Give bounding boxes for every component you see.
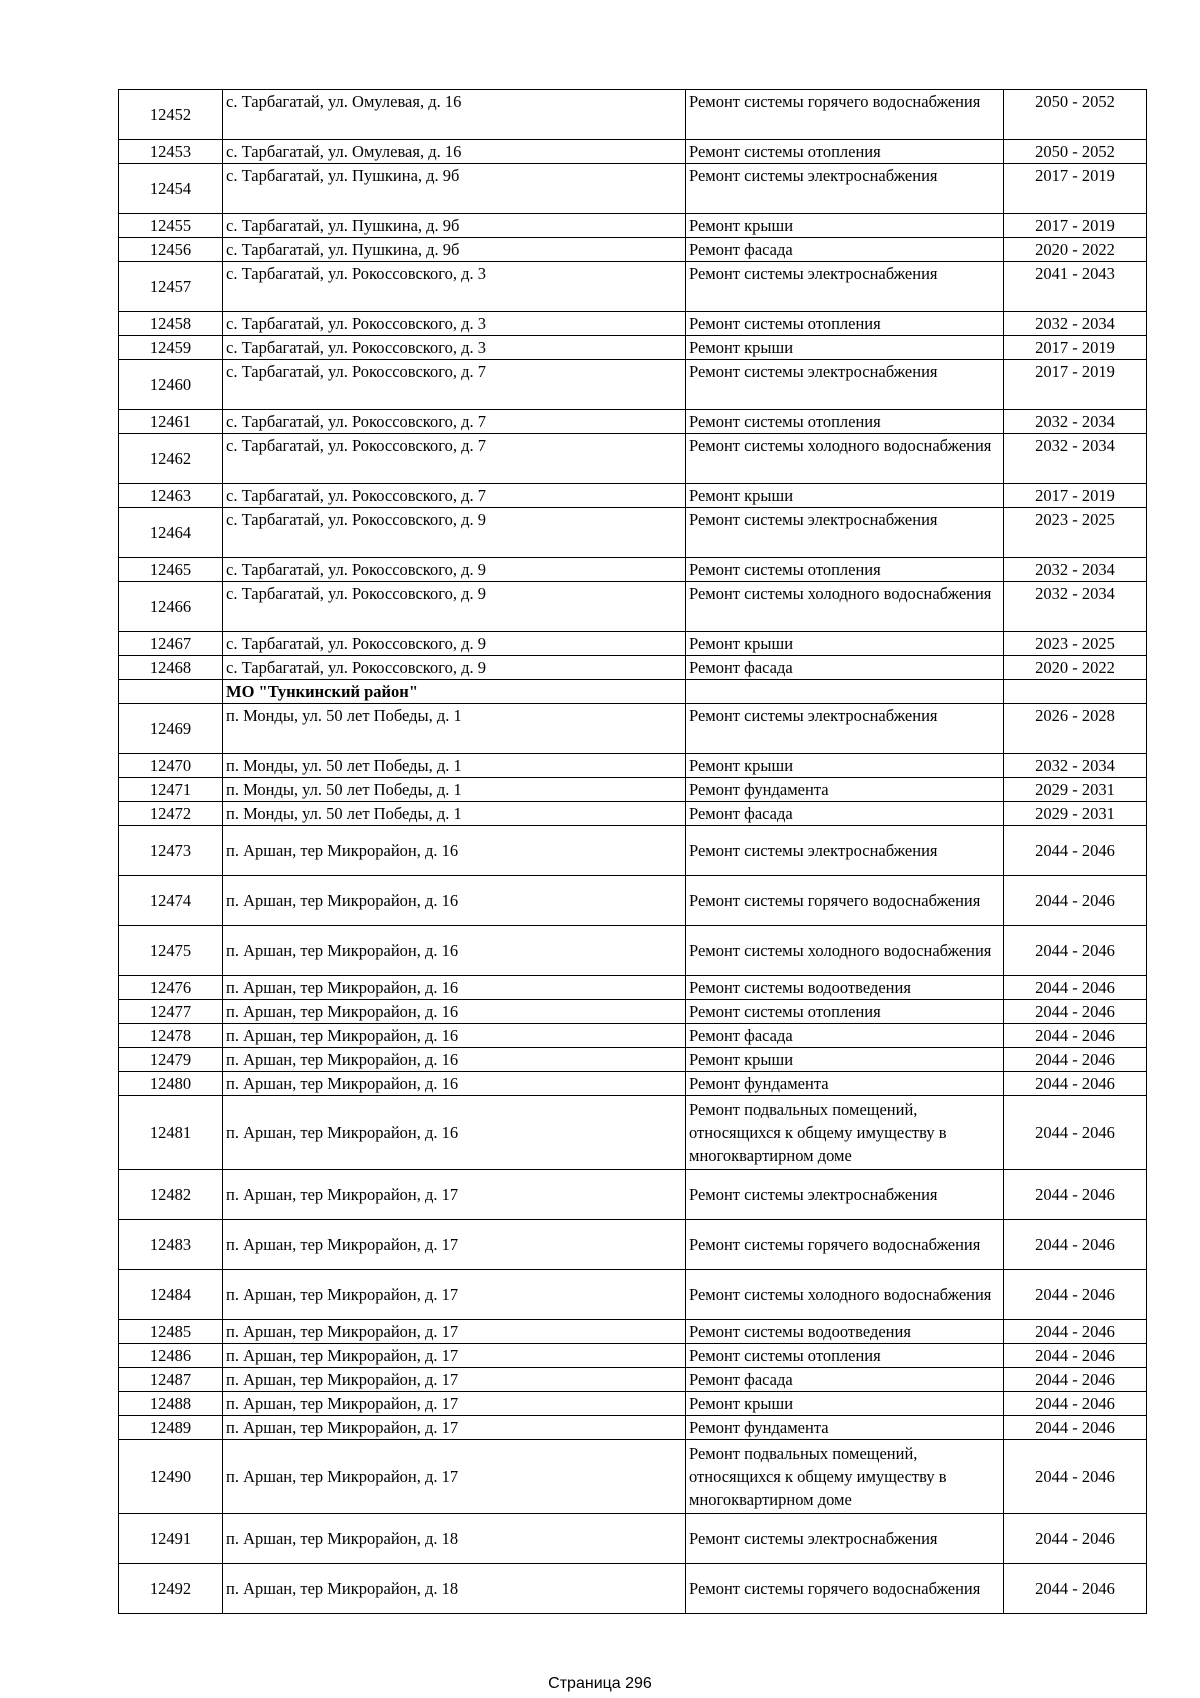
table-row <box>119 238 1147 262</box>
section-header-row <box>119 680 1147 704</box>
row-number-cell: 12471 <box>119 778 223 802</box>
period-cell: 2044 - 2046 <box>1004 1270 1147 1320</box>
period-cell: 2017 - 2019 <box>1004 336 1147 360</box>
work-type-cell: Ремонт подвальных помещений, относящихся к общему имуществу в многоквартирном доме <box>686 1440 1004 1514</box>
period-cell: 2032 - 2034 <box>1004 558 1147 582</box>
address-cell: п. Монды, ул. 50 лет Победы, д. 1 <box>223 802 686 826</box>
table-row <box>119 876 1147 926</box>
address-cell: с. Тарбагатай, ул. Рокоссовского, д. 3 <box>223 336 686 360</box>
address-cell: п. Аршан, тер Микрорайон, д. 16 <box>223 1072 686 1096</box>
work-type-cell: Ремонт системы электроснабжения <box>686 1514 1004 1564</box>
period-cell <box>1004 680 1147 704</box>
table-row <box>119 434 1147 484</box>
work-type-cell: Ремонт системы холодного водоснабжения <box>686 1270 1004 1320</box>
period-cell: 2017 - 2019 <box>1004 214 1147 238</box>
address-cell: с. Тарбагатай, ул. Рокоссовского, д. 7 <box>223 360 686 410</box>
address-cell: с. Тарбагатай, ул. Пушкина, д. 9б <box>223 238 686 262</box>
work-type-cell: Ремонт системы горячего водоснабжения <box>686 876 1004 926</box>
address-cell: п. Аршан, тер Микрорайон, д. 18 <box>223 1514 686 1564</box>
table-row <box>119 778 1147 802</box>
work-type-cell: Ремонт системы холодного водоснабжения <box>686 582 1004 632</box>
work-type-cell: Ремонт системы горячего водоснабжения <box>686 1564 1004 1614</box>
table-row <box>119 1564 1147 1614</box>
address-cell: с. Тарбагатай, ул. Рокоссовского, д. 7 <box>223 410 686 434</box>
work-type-cell: Ремонт системы электроснабжения <box>686 1170 1004 1220</box>
row-number-cell: 12490 <box>119 1440 223 1514</box>
work-type-cell: Ремонт системы электроснабжения <box>686 164 1004 214</box>
table-row <box>119 976 1147 1000</box>
address-cell: п. Аршан, тер Микрорайон, д. 17 <box>223 1344 686 1368</box>
address-cell: п. Аршан, тер Микрорайон, д. 17 <box>223 1392 686 1416</box>
work-type-cell: Ремонт фундамента <box>686 1416 1004 1440</box>
table-row <box>119 262 1147 312</box>
table-row <box>119 1072 1147 1096</box>
period-cell: 2044 - 2046 <box>1004 876 1147 926</box>
work-type-cell: Ремонт фасада <box>686 656 1004 680</box>
row-number-cell: 12472 <box>119 802 223 826</box>
table-row <box>119 1096 1147 1170</box>
row-number-cell: 12466 <box>119 582 223 632</box>
table-row <box>119 656 1147 680</box>
address-cell: с. Тарбагатай, ул. Рокоссовского, д. 7 <box>223 484 686 508</box>
work-type-cell: Ремонт крыши <box>686 336 1004 360</box>
period-cell: 2032 - 2034 <box>1004 312 1147 336</box>
period-cell: 2044 - 2046 <box>1004 1416 1147 1440</box>
work-type-cell: Ремонт системы отопления <box>686 140 1004 164</box>
table-row <box>119 1024 1147 1048</box>
table-row <box>119 926 1147 976</box>
period-cell: 2044 - 2046 <box>1004 826 1147 876</box>
table-row <box>119 484 1147 508</box>
work-type-cell: Ремонт системы водоотведения <box>686 1320 1004 1344</box>
work-type-cell: Ремонт подвальных помещений, относящихся к общему имуществу в многоквартирном доме <box>686 1096 1004 1170</box>
work-type-cell: Ремонт системы электроснабжения <box>686 704 1004 754</box>
repair-schedule-table <box>118 89 1147 1614</box>
row-number-cell: 12477 <box>119 1000 223 1024</box>
period-cell: 2044 - 2046 <box>1004 1368 1147 1392</box>
table-row <box>119 1320 1147 1344</box>
row-number-cell: 12464 <box>119 508 223 558</box>
address-cell: п. Аршан, тер Микрорайон, д. 17 <box>223 1170 686 1220</box>
table-row <box>119 508 1147 558</box>
table-row <box>119 312 1147 336</box>
row-number-cell: 12465 <box>119 558 223 582</box>
period-cell: 2020 - 2022 <box>1004 238 1147 262</box>
table-row <box>119 164 1147 214</box>
row-number-cell: 12486 <box>119 1344 223 1368</box>
table-row <box>119 1416 1147 1440</box>
address-cell: с. Тарбагатай, ул. Рокоссовского, д. 9 <box>223 632 686 656</box>
period-cell: 2044 - 2046 <box>1004 1024 1147 1048</box>
work-type-cell: Ремонт фундамента <box>686 1072 1004 1096</box>
row-number-cell: 12467 <box>119 632 223 656</box>
address-cell: п. Аршан, тер Микрорайон, д. 17 <box>223 1320 686 1344</box>
address-cell: с. Тарбагатай, ул. Рокоссовского, д. 9 <box>223 656 686 680</box>
address-cell: п. Аршан, тер Микрорайон, д. 16 <box>223 826 686 876</box>
row-number-cell: 12457 <box>119 262 223 312</box>
period-cell: 2023 - 2025 <box>1004 632 1147 656</box>
row-number-cell <box>119 680 223 704</box>
row-number-cell: 12455 <box>119 214 223 238</box>
table-row <box>119 558 1147 582</box>
work-type-cell: Ремонт крыши <box>686 1048 1004 1072</box>
address-cell: с. Тарбагатай, ул. Рокоссовского, д. 3 <box>223 312 686 336</box>
address-cell: п. Аршан, тер Микрорайон, д. 16 <box>223 1024 686 1048</box>
work-type-cell: Ремонт системы горячего водоснабжения <box>686 90 1004 140</box>
row-number-cell: 12458 <box>119 312 223 336</box>
period-cell: 2044 - 2046 <box>1004 1170 1147 1220</box>
row-number-cell: 12488 <box>119 1392 223 1416</box>
page-number: Страница 296 <box>548 1675 652 1692</box>
period-cell: 2044 - 2046 <box>1004 1320 1147 1344</box>
table-row <box>119 1344 1147 1368</box>
address-cell: п. Аршан, тер Микрорайон, д. 17 <box>223 1416 686 1440</box>
table-row <box>119 1048 1147 1072</box>
address-cell: п. Аршан, тер Микрорайон, д. 16 <box>223 926 686 976</box>
row-number-cell: 12469 <box>119 704 223 754</box>
table-row <box>119 754 1147 778</box>
period-cell: 2032 - 2034 <box>1004 754 1147 778</box>
work-type-cell: Ремонт фасада <box>686 1368 1004 1392</box>
table-row <box>119 1514 1147 1564</box>
period-cell: 2050 - 2052 <box>1004 90 1147 140</box>
address-cell: п. Аршан, тер Микрорайон, д. 16 <box>223 1096 686 1170</box>
row-number-cell: 12456 <box>119 238 223 262</box>
table-row <box>119 802 1147 826</box>
address-cell: п. Аршан, тер Микрорайон, д. 16 <box>223 1048 686 1072</box>
table-row <box>119 1220 1147 1270</box>
work-type-cell: Ремонт системы электроснабжения <box>686 360 1004 410</box>
period-cell: 2020 - 2022 <box>1004 656 1147 680</box>
period-cell: 2044 - 2046 <box>1004 1440 1147 1514</box>
table-row <box>119 140 1147 164</box>
address-cell: с. Тарбагатай, ул. Рокоссовского, д. 3 <box>223 262 686 312</box>
row-number-cell: 12474 <box>119 876 223 926</box>
work-type-cell: Ремонт системы холодного водоснабжения <box>686 926 1004 976</box>
address-cell: п. Аршан, тер Микрорайон, д. 18 <box>223 1564 686 1614</box>
address-cell: п. Аршан, тер Микрорайон, д. 17 <box>223 1220 686 1270</box>
work-type-cell: Ремонт системы отопления <box>686 558 1004 582</box>
period-cell: 2017 - 2019 <box>1004 360 1147 410</box>
work-type-cell: Ремонт системы отопления <box>686 312 1004 336</box>
period-cell: 2026 - 2028 <box>1004 704 1147 754</box>
table-row <box>119 582 1147 632</box>
row-number-cell: 12479 <box>119 1048 223 1072</box>
address-cell: п. Монды, ул. 50 лет Победы, д. 1 <box>223 704 686 754</box>
work-type-cell: Ремонт крыши <box>686 754 1004 778</box>
address-cell: п. Аршан, тер Микрорайон, д. 17 <box>223 1440 686 1514</box>
period-cell: 2029 - 2031 <box>1004 802 1147 826</box>
row-number-cell: 12460 <box>119 360 223 410</box>
row-number-cell: 12487 <box>119 1368 223 1392</box>
row-number-cell: 12478 <box>119 1024 223 1048</box>
work-type-cell: Ремонт системы электроснабжения <box>686 508 1004 558</box>
period-cell: 2017 - 2019 <box>1004 484 1147 508</box>
work-type-cell: Ремонт системы холодного водоснабжения <box>686 434 1004 484</box>
work-type-cell: Ремонт фасада <box>686 238 1004 262</box>
period-cell: 2032 - 2034 <box>1004 434 1147 484</box>
period-cell: 2044 - 2046 <box>1004 1096 1147 1170</box>
table-row <box>119 632 1147 656</box>
address-cell: п. Аршан, тер Микрорайон, д. 16 <box>223 1000 686 1024</box>
work-type-cell: Ремонт системы отопления <box>686 410 1004 434</box>
address-cell: п. Аршан, тер Микрорайон, д. 17 <box>223 1270 686 1320</box>
row-number-cell: 12454 <box>119 164 223 214</box>
period-cell: 2044 - 2046 <box>1004 926 1147 976</box>
table-body <box>119 90 1147 1614</box>
address-cell: с. Тарбагатай, ул. Пушкина, д. 9б <box>223 164 686 214</box>
period-cell: 2044 - 2046 <box>1004 1220 1147 1270</box>
work-type-cell: Ремонт системы отопления <box>686 1344 1004 1368</box>
row-number-cell: 12484 <box>119 1270 223 1320</box>
address-cell: п. Аршан, тер Микрорайон, д. 16 <box>223 976 686 1000</box>
period-cell: 2023 - 2025 <box>1004 508 1147 558</box>
period-cell: 2044 - 2046 <box>1004 1514 1147 1564</box>
table-row <box>119 1392 1147 1416</box>
address-cell: п. Аршан, тер Микрорайон, д. 17 <box>223 1368 686 1392</box>
table-row <box>119 1368 1147 1392</box>
table-row <box>119 826 1147 876</box>
period-cell: 2032 - 2034 <box>1004 410 1147 434</box>
table-row <box>119 336 1147 360</box>
work-type-cell: Ремонт системы электроснабжения <box>686 262 1004 312</box>
row-number-cell: 12470 <box>119 754 223 778</box>
address-cell: с. Тарбагатай, ул. Омулевая, д. 16 <box>223 140 686 164</box>
address-cell: п. Аршан, тер Микрорайон, д. 16 <box>223 876 686 926</box>
table-row <box>119 1270 1147 1320</box>
work-type-cell: Ремонт крыши <box>686 214 1004 238</box>
row-number-cell: 12492 <box>119 1564 223 1614</box>
row-number-cell: 12481 <box>119 1096 223 1170</box>
work-type-cell: Ремонт фасада <box>686 1024 1004 1048</box>
address-cell: с. Тарбагатай, ул. Рокоссовского, д. 9 <box>223 508 686 558</box>
address-cell: с. Тарбагатай, ул. Омулевая, д. 16 <box>223 90 686 140</box>
work-type-cell: Ремонт крыши <box>686 484 1004 508</box>
period-cell: 2017 - 2019 <box>1004 164 1147 214</box>
row-number-cell: 12459 <box>119 336 223 360</box>
row-number-cell: 12462 <box>119 434 223 484</box>
section-title-cell: МО "Тункинский район" <box>223 680 686 704</box>
period-cell: 2044 - 2046 <box>1004 1000 1147 1024</box>
table-row <box>119 704 1147 754</box>
period-cell: 2044 - 2046 <box>1004 976 1147 1000</box>
address-cell: с. Тарбагатай, ул. Пушкина, д. 9б <box>223 214 686 238</box>
row-number-cell: 12485 <box>119 1320 223 1344</box>
address-cell: п. Монды, ул. 50 лет Победы, д. 1 <box>223 754 686 778</box>
row-number-cell: 12461 <box>119 410 223 434</box>
address-cell: п. Монды, ул. 50 лет Победы, д. 1 <box>223 778 686 802</box>
work-type-cell: Ремонт системы водоотведения <box>686 976 1004 1000</box>
table-row <box>119 90 1147 140</box>
row-number-cell: 12475 <box>119 926 223 976</box>
row-number-cell: 12468 <box>119 656 223 680</box>
row-number-cell: 12463 <box>119 484 223 508</box>
row-number-cell: 12491 <box>119 1514 223 1564</box>
row-number-cell: 12476 <box>119 976 223 1000</box>
period-cell: 2044 - 2046 <box>1004 1564 1147 1614</box>
row-number-cell: 12473 <box>119 826 223 876</box>
period-cell: 2044 - 2046 <box>1004 1344 1147 1368</box>
table-row <box>119 410 1147 434</box>
work-type-cell: Ремонт фундамента <box>686 778 1004 802</box>
row-number-cell: 12480 <box>119 1072 223 1096</box>
period-cell: 2029 - 2031 <box>1004 778 1147 802</box>
work-type-cell: Ремонт системы электроснабжения <box>686 826 1004 876</box>
row-number-cell: 12453 <box>119 140 223 164</box>
table-row <box>119 1440 1147 1514</box>
period-cell: 2050 - 2052 <box>1004 140 1147 164</box>
table-row <box>119 214 1147 238</box>
work-type-cell: Ремонт крыши <box>686 632 1004 656</box>
table-row <box>119 360 1147 410</box>
row-number-cell: 12489 <box>119 1416 223 1440</box>
work-type-cell: Ремонт фасада <box>686 802 1004 826</box>
period-cell: 2044 - 2046 <box>1004 1048 1147 1072</box>
work-type-cell: Ремонт системы горячего водоснабжения <box>686 1220 1004 1270</box>
work-type-cell: Ремонт системы отопления <box>686 1000 1004 1024</box>
period-cell: 2041 - 2043 <box>1004 262 1147 312</box>
address-cell: с. Тарбагатай, ул. Рокоссовского, д. 7 <box>223 434 686 484</box>
table-row <box>119 1000 1147 1024</box>
address-cell: с. Тарбагатай, ул. Рокоссовского, д. 9 <box>223 558 686 582</box>
period-cell: 2044 - 2046 <box>1004 1392 1147 1416</box>
row-number-cell: 12483 <box>119 1220 223 1270</box>
period-cell: 2032 - 2034 <box>1004 582 1147 632</box>
table-row <box>119 1170 1147 1220</box>
work-type-cell: Ремонт крыши <box>686 1392 1004 1416</box>
work-type-cell <box>686 680 1004 704</box>
period-cell: 2044 - 2046 <box>1004 1072 1147 1096</box>
address-cell: с. Тарбагатай, ул. Рокоссовского, д. 9 <box>223 582 686 632</box>
row-number-cell: 12452 <box>119 90 223 140</box>
row-number-cell: 12482 <box>119 1170 223 1220</box>
